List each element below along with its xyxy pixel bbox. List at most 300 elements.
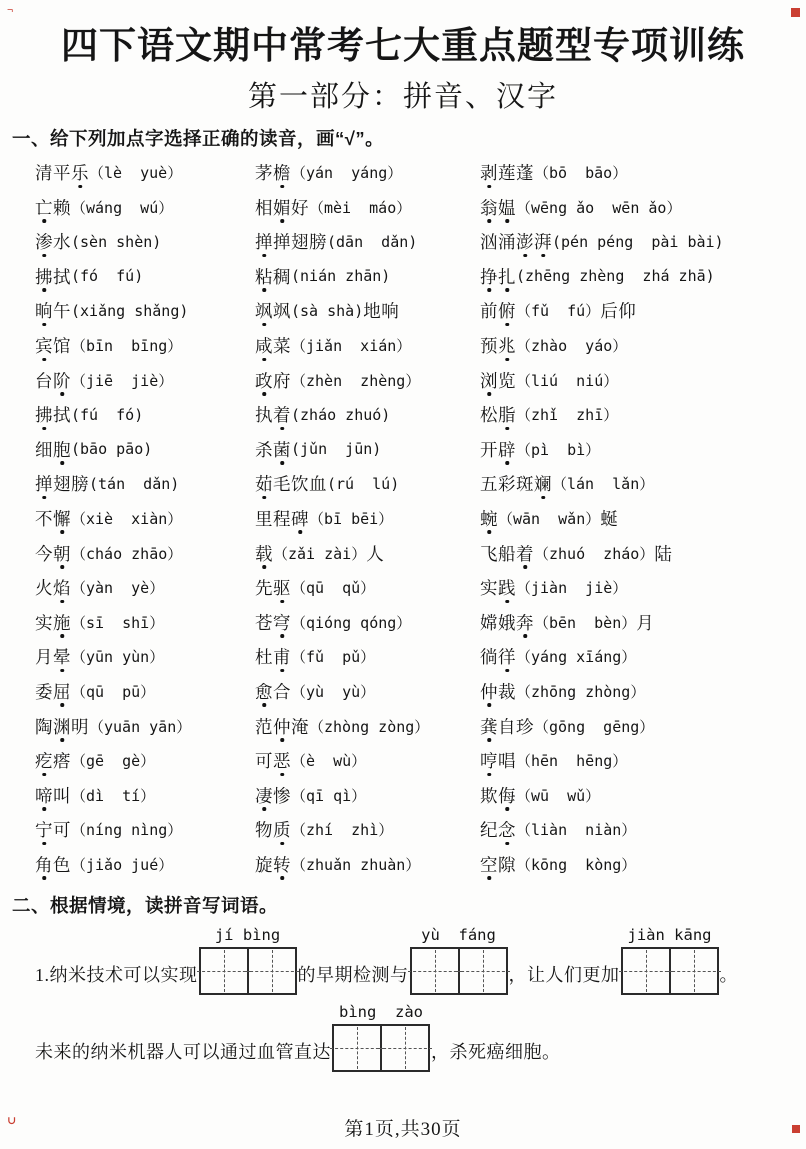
word-text <box>255 506 309 531</box>
word-text <box>35 195 71 220</box>
word-char: 蜿 <box>480 506 498 531</box>
word-char: 拂 <box>35 264 53 289</box>
word-char: 着 <box>273 402 291 427</box>
pinyin-choice-item <box>480 743 806 778</box>
pinyin-options: （zhào yáo） <box>516 337 628 356</box>
word-char: 可 <box>255 751 273 772</box>
pinyin-options: （bīn bīng） <box>71 337 183 356</box>
pinyin-options: （fǔ pǔ） <box>291 648 376 667</box>
pinyin-options: （zhí zhì） <box>291 821 394 840</box>
pinyin-options: （liú niú） <box>516 371 619 390</box>
pinyin-options: (sèn shèn) <box>71 232 162 251</box>
word-char: 惨 <box>273 785 291 806</box>
word-char: 膀 <box>309 232 327 253</box>
pinyin-choice-item <box>480 259 806 294</box>
word-text <box>255 264 291 289</box>
word-text <box>35 160 89 185</box>
word-char: 涌 <box>498 232 516 253</box>
word-text <box>35 541 71 566</box>
word-text <box>35 575 71 600</box>
pinyin-options: （liàn niàn） <box>516 821 637 840</box>
pinyin-choice-item <box>35 467 255 502</box>
word-char: 府 <box>273 370 291 391</box>
word-char: 汹 <box>480 232 498 253</box>
word-text <box>35 783 71 808</box>
word-char: 物 <box>255 820 273 841</box>
pinyin-choice-item <box>255 640 480 675</box>
word-text <box>255 783 291 808</box>
pinyin-options: （jiǎn xián） <box>291 337 412 356</box>
pinyin-options: （mèi máo） <box>309 198 412 217</box>
word-char: 斑 <box>516 474 534 495</box>
word-char: 咸 <box>255 333 273 358</box>
sentence-text: 。 <box>719 964 738 985</box>
word-text <box>35 437 71 462</box>
pinyin-choice-item <box>480 640 806 675</box>
word-char: 饮 <box>291 474 309 495</box>
word-text <box>480 402 516 427</box>
word-char: 剥 <box>480 160 498 185</box>
word-char: 侮 <box>498 783 516 808</box>
pinyin-choice-item <box>255 328 480 363</box>
word-char: 斓 <box>534 471 552 496</box>
word-char: 渗 <box>35 229 53 254</box>
tianzige-answer-group <box>410 926 508 995</box>
pinyin-options: （jiàn jiè） <box>516 579 628 598</box>
pinyin-choice-item <box>255 397 480 432</box>
pinyin-options: （bēn bèn） <box>534 613 637 632</box>
word-char: 宁 <box>35 817 53 842</box>
pinyin-choice-item <box>255 570 480 605</box>
pinyin-options: （yáng xīáng） <box>516 648 637 667</box>
word-char: 徉 <box>498 644 516 669</box>
word-text <box>35 229 71 254</box>
pinyin-options: （bō bāo） <box>534 164 628 183</box>
word-char: 政 <box>255 368 273 393</box>
pinyin-choice-item <box>35 328 255 363</box>
pinyin-choice-item <box>255 813 480 848</box>
pinyin-options: (sà shà) <box>291 301 364 320</box>
word-char: 阶 <box>53 368 71 393</box>
pinyin-options: （zhuó zháo） <box>534 544 655 563</box>
word-char: 实 <box>480 578 498 599</box>
word-char: 粘 <box>255 264 273 289</box>
word-char: 空 <box>480 852 498 877</box>
pinyin-options: (rú lú) <box>327 474 400 493</box>
word-char: 浏 <box>480 368 498 393</box>
word-text <box>255 160 291 185</box>
word-char: 挣 <box>480 264 498 289</box>
word-char: 地 <box>363 301 382 322</box>
pinyin-options: （wū wǔ） <box>516 786 601 805</box>
pinyin-options: （jiē jiè） <box>71 371 174 390</box>
pinyin-options: （fǔ fú） <box>516 302 601 321</box>
pinyin-options: （zǎi zài） <box>273 544 367 563</box>
word-char: 转 <box>273 852 291 877</box>
pinyin-options: （yù yù） <box>291 682 376 701</box>
word-char: 恶 <box>273 748 291 773</box>
word-text <box>35 817 71 842</box>
pinyin-choice-item <box>255 847 480 882</box>
pinyin-choice-item <box>480 294 806 329</box>
word-char: 欺 <box>480 785 498 806</box>
word-text <box>480 437 516 462</box>
answer-boxes <box>621 947 719 995</box>
word-char: 陶 <box>35 716 53 737</box>
word-char: 茅 <box>255 163 273 184</box>
pinyin-choice-item <box>255 536 480 571</box>
pinyin-choice-item <box>480 328 806 363</box>
word-char: 菌 <box>273 437 291 462</box>
pinyin-options: (zháo zhuó) <box>291 405 391 424</box>
word-char: 着 <box>516 541 534 566</box>
word-char: 叫 <box>53 785 71 806</box>
word-text <box>480 644 516 669</box>
pinyin-options: （zhōng zhòng） <box>516 682 646 701</box>
word-text <box>35 333 71 358</box>
answer-boxes <box>199 947 297 995</box>
pinyin-hint: bìng zào <box>339 1002 423 1021</box>
word-char: 后 <box>600 301 619 322</box>
pinyin-options: （yūn yùn） <box>71 648 165 667</box>
word-text <box>480 575 516 600</box>
word-char: 台 <box>35 370 53 391</box>
word-char: 人 <box>366 543 385 564</box>
word-char: 实 <box>35 612 53 633</box>
word-char: 午 <box>53 301 71 322</box>
word-char: 杜 <box>255 647 273 668</box>
word-char: 月 <box>35 647 53 668</box>
word-char: 蜒 <box>600 508 619 529</box>
word-char: 飞 <box>480 543 498 564</box>
pinyin-options: （qī qì） <box>291 786 367 805</box>
word-char: 宾 <box>35 333 53 358</box>
word-text <box>255 644 291 669</box>
pinyin-hint: yù fáng <box>421 925 496 944</box>
pinyin-choice-item <box>35 536 255 571</box>
word-text <box>480 679 516 704</box>
pinyin-options: （wēng ǎo wēn ǎo） <box>516 198 682 217</box>
word-char: 明 <box>71 716 89 737</box>
word-text <box>480 610 534 635</box>
pinyin-options: （hēn hēng） <box>516 752 628 771</box>
pinyin-options: (nián zhān) <box>291 267 391 286</box>
word-char: 凄 <box>255 783 273 808</box>
word-char: 朝 <box>53 541 71 566</box>
word-text <box>255 714 309 739</box>
section1-heading: 一、给下列加点字选择正确的读音，画“√”。 <box>12 128 385 150</box>
pinyin-choice-item <box>35 397 255 432</box>
tianzige-box <box>382 1024 430 1072</box>
pinyin-choice-item <box>35 778 255 813</box>
word-char: 龚 <box>480 714 498 739</box>
word-char: 不 <box>35 508 53 529</box>
word-char: 火 <box>35 578 53 599</box>
word-text <box>255 610 291 635</box>
word-text <box>255 368 291 393</box>
word-char: 掸 <box>35 471 53 496</box>
word-char: 里 <box>255 508 273 529</box>
pinyin-options: （yán yáng） <box>291 164 403 183</box>
pinyin-choice-item <box>35 432 255 467</box>
word-char: 徜 <box>480 647 498 668</box>
pinyin-options: （zhèn zhèng） <box>291 371 421 390</box>
word-text <box>35 471 89 496</box>
word-char: 五 <box>480 474 498 495</box>
pinyin-choice-item <box>35 190 255 225</box>
word-char: 拭 <box>53 266 71 287</box>
pinyin-choice-item <box>255 778 480 813</box>
word-text <box>255 817 291 842</box>
word-text <box>255 541 273 566</box>
fill-blank-sentence-1 <box>35 926 786 995</box>
word-char: 预 <box>480 336 498 357</box>
word-text <box>35 714 89 739</box>
pinyin-options: (dān dǎn) <box>327 232 418 251</box>
pinyin-options: （gē gè） <box>71 752 156 771</box>
word-char: 水 <box>53 232 71 253</box>
pinyin-choice-item <box>480 847 806 882</box>
word-char: 施 <box>53 610 71 635</box>
word-char: 船 <box>498 543 516 564</box>
word-char: 茹 <box>255 471 273 496</box>
word-char: 仲 <box>480 679 498 704</box>
word-char: 翁 <box>480 195 498 220</box>
word-text <box>255 298 291 323</box>
word-text <box>480 817 516 842</box>
pinyin-choice-item <box>480 190 806 225</box>
word-text <box>366 541 384 566</box>
pinyin-choice-item <box>255 432 480 467</box>
word-char: 碑 <box>291 506 309 531</box>
word-text <box>480 368 516 393</box>
word-char: 奔 <box>516 610 534 635</box>
word-char: 角 <box>35 852 53 877</box>
tianzige-box <box>460 947 508 995</box>
pinyin-options: (tán dǎn) <box>89 474 180 493</box>
word-text <box>480 160 534 185</box>
word-char: 先 <box>255 578 273 599</box>
word-char: 翅 <box>291 232 309 253</box>
pinyin-options: （zhǐ zhī） <box>516 406 619 425</box>
word-text <box>480 541 534 566</box>
pinyin-choice-item <box>255 709 480 744</box>
page-title: 四下语文期中常考七大重点题型专项训练 <box>61 26 745 67</box>
word-char: 甫 <box>273 644 291 669</box>
word-text <box>480 506 498 531</box>
word-char: 脂 <box>498 402 516 427</box>
word-char: 载 <box>255 541 273 566</box>
pinyin-choice-item <box>255 155 480 190</box>
pinyin-options: （qū pū） <box>71 682 156 701</box>
pinyin-choice-item <box>480 363 806 398</box>
pinyin-choice-item <box>255 674 480 709</box>
word-char: 乐 <box>71 160 89 185</box>
word-char: 膀 <box>71 474 89 495</box>
word-text <box>255 575 291 600</box>
word-text <box>255 333 291 358</box>
word-char: 相 <box>255 197 273 218</box>
word-char: 自 <box>498 716 516 737</box>
pinyin-choice-item <box>35 674 255 709</box>
pinyin-choice-item <box>35 847 255 882</box>
page-number: 第1页,共30页 <box>344 1119 462 1140</box>
word-text <box>35 679 71 704</box>
word-char: 合 <box>273 681 291 702</box>
word-text <box>35 264 71 289</box>
pinyin-options: （jiǎo jué） <box>71 855 174 874</box>
corner-scan-mark-bottom-left: ∪ <box>7 1115 17 1127</box>
word-char: 愈 <box>255 679 273 704</box>
word-char: 毛 <box>273 474 291 495</box>
word-char: 践 <box>498 575 516 600</box>
word-char: 苍 <box>255 612 273 633</box>
pinyin-choice-item <box>35 224 255 259</box>
pinyin-choice-item <box>255 363 480 398</box>
word-char: 辟 <box>498 437 516 462</box>
word-text <box>480 783 516 808</box>
pinyin-choice-item <box>255 605 480 640</box>
word-char: 啼 <box>35 783 53 808</box>
word-char: 飒 <box>255 298 273 323</box>
word-text <box>636 610 654 635</box>
word-char: 前 <box>480 301 498 322</box>
word-char: 翅 <box>53 474 71 495</box>
answer-boxes <box>332 1024 430 1072</box>
tianzige-box <box>621 947 671 995</box>
pinyin-choice-item <box>35 813 255 848</box>
pinyin-choice-item <box>480 709 806 744</box>
pinyin-options: （lè yuè） <box>89 164 183 183</box>
pinyin-options: （níng nìng） <box>71 821 183 840</box>
word-char: 哼 <box>480 748 498 773</box>
word-char: 亡 <box>35 195 53 220</box>
pinyin-choice-item <box>480 397 806 432</box>
tianzige-box <box>199 947 249 995</box>
word-char: 拭 <box>53 405 71 426</box>
word-char: 媚 <box>273 195 291 220</box>
pinyin-options: (xiǎng shǎng) <box>71 301 189 320</box>
word-char: 月 <box>636 612 655 633</box>
word-char: 晕 <box>53 644 71 669</box>
pinyin-hint: jiàn kāng <box>627 925 712 944</box>
word-char: 掸 <box>273 232 291 253</box>
word-char: 稠 <box>273 266 291 287</box>
word-text <box>255 402 291 427</box>
word-char: 扎 <box>498 264 516 289</box>
word-char: 疙 <box>35 748 53 773</box>
sentence-text: 1.纳米技术可以实现 <box>35 964 198 985</box>
pinyin-options: （bī bēi） <box>309 509 394 528</box>
pinyin-choice-item <box>480 432 806 467</box>
pinyin-choice-item <box>35 640 255 675</box>
pinyin-options: （qū qǔ） <box>291 579 376 598</box>
pinyin-options: （qióng qóng） <box>291 613 412 632</box>
pinyin-choice-item <box>480 605 806 640</box>
word-text <box>654 541 672 566</box>
word-text <box>35 644 71 669</box>
word-char: 松 <box>480 405 498 426</box>
pinyin-options: （dì tí） <box>71 786 156 805</box>
pinyin-choice-item <box>480 467 806 502</box>
word-text <box>480 264 516 289</box>
sentence-text: 未来的纳米机器人可以通过血管直达 <box>35 1041 331 1062</box>
word-char: 檐 <box>273 160 291 185</box>
pinyin-options: （zhuǎn zhuàn） <box>291 855 421 874</box>
word-text <box>480 195 516 220</box>
pinyin-choice-item <box>480 778 806 813</box>
pinyin-choice-item <box>480 501 806 536</box>
pinyin-choice-item <box>35 570 255 605</box>
word-char: 菜 <box>273 336 291 357</box>
pinyin-choice-item <box>35 501 255 536</box>
pinyin-options: （wān wǎn） <box>498 509 601 528</box>
word-char: 飒 <box>273 301 291 322</box>
pinyin-options: （cháo zhāo） <box>71 544 183 563</box>
sentence-text: ，让人们更加 <box>508 964 620 985</box>
tianzige-box <box>671 947 719 995</box>
word-text <box>35 402 71 427</box>
word-text <box>600 506 618 531</box>
word-char: 细 <box>35 439 53 460</box>
pinyin-choice-item <box>480 570 806 605</box>
word-char: 好 <box>291 197 309 218</box>
pinyin-options: （sī shī） <box>71 613 165 632</box>
word-char: 媪 <box>498 195 516 220</box>
word-text <box>35 852 71 877</box>
word-text <box>480 748 516 773</box>
word-char: 程 <box>273 508 291 529</box>
word-char: 平 <box>53 163 71 184</box>
pinyin-choice-item <box>35 363 255 398</box>
pinyin-options: (bāo pāo) <box>71 440 153 459</box>
word-char: 清 <box>35 163 53 184</box>
fill-blank-sentence-2 <box>35 1003 786 1072</box>
pinyin-choice-item <box>480 536 806 571</box>
word-char: 纪 <box>480 820 498 841</box>
word-char: 嫦 <box>480 612 498 633</box>
corner-scan-mark-top-left: ¬ <box>7 4 14 16</box>
word-text <box>35 368 71 393</box>
word-char: 屈 <box>53 679 71 704</box>
word-text <box>255 471 327 496</box>
tianzige-box <box>410 947 460 995</box>
tianzige-answer-group <box>332 1003 430 1072</box>
pinyin-options: （lán lǎn） <box>552 475 655 494</box>
word-text <box>480 229 552 254</box>
pinyin-options: （yuān yān） <box>89 717 192 736</box>
tianzige-box <box>249 947 297 995</box>
word-char: 裁 <box>498 681 516 702</box>
pinyin-options: (fó fú) <box>71 267 144 286</box>
word-char: 仰 <box>618 301 637 322</box>
word-char: 馆 <box>53 336 71 357</box>
word-char: 穹 <box>273 610 291 635</box>
word-char: 赖 <box>53 197 71 218</box>
word-text <box>255 748 291 773</box>
pinyin-options: (jǔn jūn) <box>291 440 382 459</box>
pinyin-options: （pì bì） <box>516 440 601 459</box>
word-char: 焰 <box>53 575 71 600</box>
word-char: 览 <box>498 370 516 391</box>
pinyin-options: （è wù） <box>291 752 367 771</box>
answer-boxes <box>410 947 508 995</box>
pinyin-choice-item <box>35 259 255 294</box>
word-char: 掸 <box>255 229 273 254</box>
pinyin-options: （yàn yè） <box>71 579 165 598</box>
word-char: 陆 <box>654 543 673 564</box>
word-text <box>255 679 291 704</box>
